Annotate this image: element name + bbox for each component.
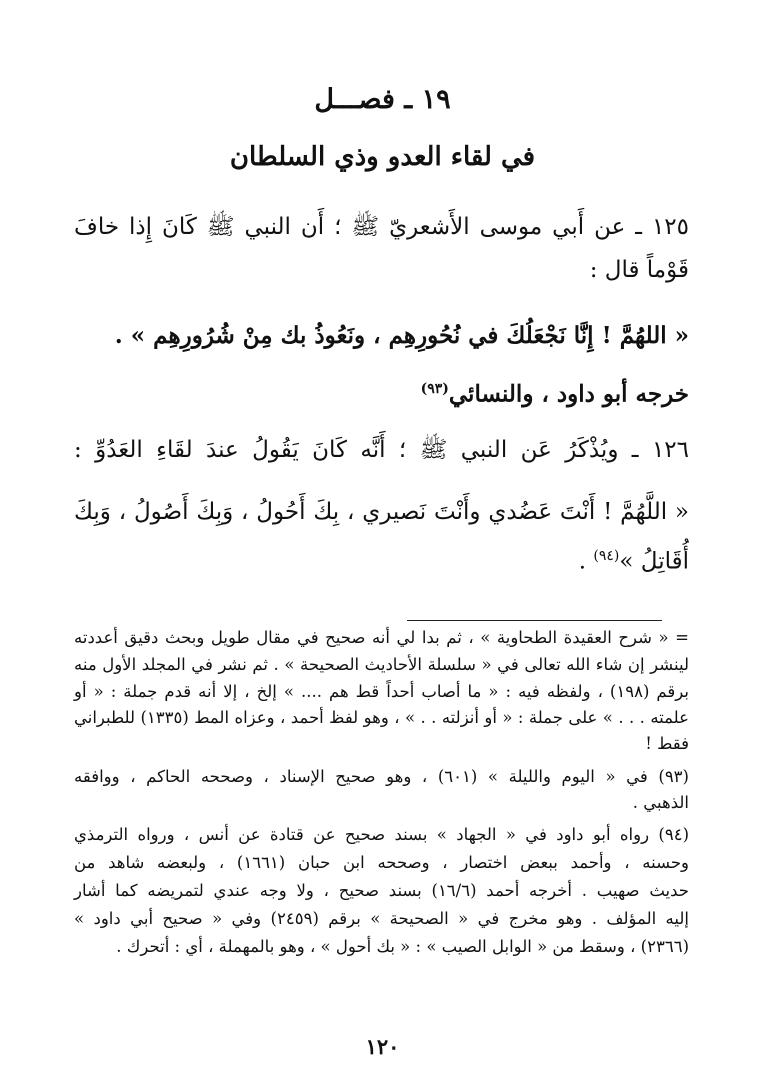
hadith-125-source bbox=[74, 369, 689, 415]
hadith-125-line-1: ١٢٥ ـ عن أَبي موسى الأَشعريّ ﷺ ؛ أَن النبي ﷺ كَانَ إِذا خافَ bbox=[74, 214, 689, 240]
page-number: ١٢٠ bbox=[365, 1034, 400, 1059]
footnote-ref-93: (٩٣) bbox=[420, 381, 449, 397]
footnote-divider bbox=[407, 620, 662, 621]
hadith-125-dua: « اللهُمَّ ! إِنَّا نَجْعَلُكَ في نُحُورِهِم ، ونَعُوذُ بك مِنْ شُرُورِهِم » . bbox=[114, 322, 689, 349]
hadith-125-source-text: خرجه أبو داود ، والنسائي bbox=[448, 380, 689, 408]
footnote-94-line-5: (٢٣٦٦) ، وسقط من « الوابل الصيب » : « بك أحول » ، وهو بالمهملة ، أي : أتحرك . bbox=[116, 937, 689, 956]
hadith-125-line-2: قَوْماً قال : bbox=[589, 257, 689, 283]
hadith-126-line-2: « اللَّهُمَّ ! أَنْتَ عَضُدي وأَنْتَ نَصيري ، بِكَ أَحُولُ ، وَبِكَ أَصُولُ ، وَبِكَ bbox=[74, 499, 689, 525]
hadith-126-line-3-text: أُقَاتِلُ » bbox=[619, 548, 689, 575]
footnote-cont-line-2: لينشر إن شاء الله تعالى في « سلسلة الأحاديث الصحيحة » . ثم نشر في المجلد الأول منه bbox=[74, 655, 689, 674]
footnote-93-line-1: (٩٣) في « اليوم والليلة » (٦٠١) ، وهو صحيح الإسناد ، وصححه الحاكم ، ووافقه bbox=[74, 767, 689, 786]
footnote-94-line-1: (٩٤) رواه أبو داود في « الجهاد » بسند صحيح عن قتادة عن أنس ، ورواه الترمذي bbox=[74, 825, 689, 844]
hadith-126-line-1: ١٢٦ ـ ويُذْكَرُ عَن النبي ﷺ ؛ أَنَّه كَانَ يَقُولُ عندَ لقَاءِ العَدُوِّ : bbox=[74, 437, 689, 463]
footnote-93-line-2: الذهبي . bbox=[632, 793, 689, 812]
footnote-ref-94: (٩٤) bbox=[593, 548, 620, 564]
footnote-94-line-2: وحسنه ، وأحمد ببعض اختصار ، وصححه ابن حبان (١٦٦١) ، ولبعضه شاهد من bbox=[74, 853, 689, 872]
footnote-cont-line-4: علمته . . . » على جملة : « أو أنزلته . . » ، وهو لفظ أحمد ، وعزاه المط (١٣٣٥) للطبراني bbox=[74, 708, 689, 727]
footnote-94-line-3: حديث صهيب . أخرجه أحمد (١٦/٦) بسند صحيح ، ولا وجه عندي لتمريضه كما أشار bbox=[74, 881, 689, 900]
chapter-subtitle: في لقاء العدو وذي السلطان bbox=[229, 142, 536, 172]
footnote-cont-line-5: فقط ! bbox=[645, 734, 689, 753]
footnote-94-line-4: إليه المؤلف . وهو مخرج في « الصحيحة » برقم (٢٤٥٩) وفي « صحيح أبي داود » bbox=[74, 909, 689, 928]
hadith-126-line-3: أُقَاتِلُ »$^{(٩٤)}$ . bbox=[578, 548, 689, 575]
footnote-cont-line-3: برقم (١٩٨) ، ولفظه فيه : « ما أصاب أحداً قط هم .... » إلخ ، إلا أنه قدم جملة : « أو bbox=[74, 682, 689, 701]
chapter-number-title: ١٩ ـ فصـــل bbox=[314, 84, 451, 115]
footnote-cont-line-1: = « شرح العقيدة الطحاوية » ، ثم بدا لي أنه صحيح في مقال طويل وبحث دقيق أعددته bbox=[74, 628, 689, 647]
